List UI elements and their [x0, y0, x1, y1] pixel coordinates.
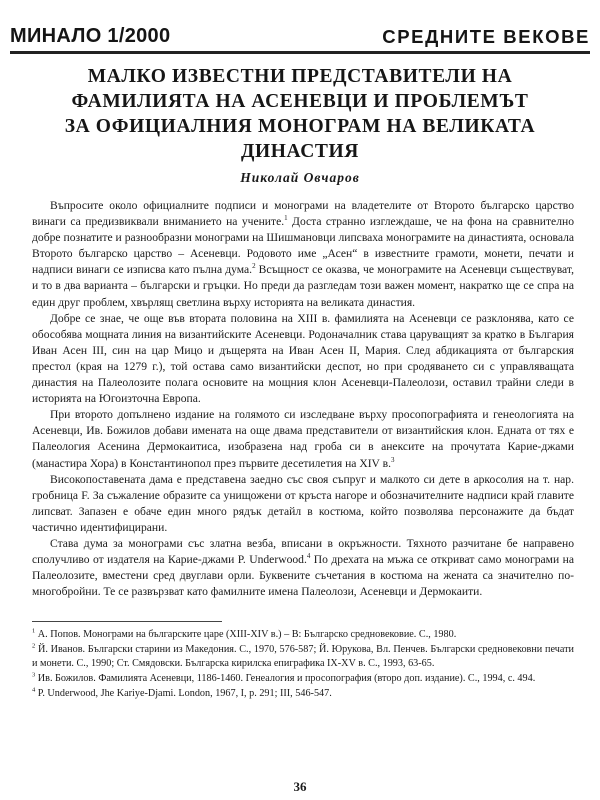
- title-line: МАЛКО ИЗВЕСТНИ ПРЕДСТАВИТЕЛИ НА: [87, 66, 513, 87]
- title-line: ФАМИЛИЯТА НА АСЕНЕВЦИ И ПРОБЛЕМЪТ: [71, 91, 529, 112]
- running-header: [10, 26, 590, 48]
- footnote-ref: 4: [306, 552, 311, 561]
- footnotes: [32, 628, 574, 702]
- footnote-number: 3: [32, 671, 36, 679]
- footnote-text: А. Попов. Монограми на българските царе (XIII-XIV в.) – В: Българско средновековие. С., 1980.: [35, 629, 457, 640]
- paragraph-text: Става дума за монограми със златна везба, вписани в окръжности. Тяхното разчитане бе направено сполучливо от издателя на Карие-джами P. Underwood.: [32, 536, 574, 567]
- footnote-text: P. Underwood, Jhe Kariye-Djami. London, 1967, I, p. 291; III, 546-547.: [35, 687, 332, 699]
- footnote-number: 4: [32, 686, 36, 694]
- footnote-number: 2: [32, 642, 36, 650]
- header-rule: [10, 51, 590, 54]
- title-line: ЗА ОФИЦИАЛНИЯ МОНОГРАМ НА ВЕЛИКАТА: [64, 116, 536, 137]
- paragraph-text: Добре се знае, че още във втората половина на XIII в. фамилията на Асеневци се разклонява, като се обособява мощната линия на византийските Асеневци. Родоначалник става царуващият за кратко в България Иван Асен III, син на цар Мицо и дъщерята на Иван Асен II, Мария. След абдикацията от българския престол (края на 1279 г.), той остава само византийски деспот, но при сродяването си с управляващата династия на Палеолозите полага основите на мощния клон Асеневци-Палеолози, оставил трайни следи в историята на Югоизточна Европа.: [32, 311, 574, 406]
- footnote-ref: 3: [391, 455, 395, 464]
- footnote: [32, 628, 574, 642]
- footnote-text: Й. Иванов. Български старини из Македония. С., 1970, 576-587; Й. Юрукова, Вл. Пенчев. Български средновековни печати и монети. С., 1990; Ст. Смядовски. Българска кирилска епиграфика IX-XV в. С., 1993, 63-65.: [32, 643, 574, 669]
- paragraph-text: По дрехата на мъжа се откриват само монограми на Палеолозите, вместени сред двуглави орли. Буквените съчетания в костюма на жената са значително по-многобройни. Те се развързват като фамилните имена Палеолози, Асеневци и Дермокаити.: [32, 553, 574, 599]
- article-body: [32, 198, 574, 600]
- article-title: [30, 64, 570, 164]
- body-paragraph: [32, 198, 574, 311]
- title-line: ДИНАСТИЯ: [240, 141, 359, 162]
- page-number: 36: [293, 779, 307, 794]
- footnote-ref: 2: [252, 262, 256, 271]
- paragraph-text: Всъщност се оказва, че монограмите на Асеневци съществуват, и то в два варианта – български и гръцки. Но преди да разгледам този важен момент, накратко ще се спра на един друг проблем, хвърлящ светлина върху историята на великата династия.: [32, 263, 574, 309]
- paragraph-text: Доста странно изглеждаше, че на фона на сравнително добре познатите и разнообразни монограми на Шишмановци липсваха монограмите на династията, основала Второто българско царство – Асеневци. Родовото име „Асен“ в известните грамоти, монети, печати и надписи винаги се изписва като пълна дума.: [32, 215, 574, 277]
- footnote-ref: 1: [284, 214, 288, 223]
- footnote-text: Ив. Божилов. Фамилията Асеневци, 1186-1460. Генеалогия и просопография (второ доп. издание). С., 1994, с. 494.: [35, 672, 536, 684]
- paragraph-text: Въпросите около официалните подписи и монограми на владетелите от Второто българско царство винаги са предизвиквали вниманието на учените.: [32, 199, 574, 229]
- footnote-number: 1: [32, 627, 36, 635]
- body-paragraph: [32, 536, 574, 600]
- footnote: [32, 687, 574, 701]
- paragraph-text: При второто допълнено издание на голямото си изследване върху просопографията и генеологията на Асеневци, Ив. Божилов добави имената на още двама представители от византийския клон. Едната от тях е Палеология Асенина Дермокаитиса, изобразена над гроба си в анексите на прочутата Карие-джами (манастира Хора) в Константинопол през първите десетилетия на XIV в.: [32, 408, 574, 470]
- body-paragraph: [32, 407, 574, 471]
- section-name: СРЕДНИТЕ ВЕКОВЕ: [382, 26, 590, 47]
- body-paragraph: [32, 311, 574, 408]
- article-author: Николай Овчаров: [240, 170, 360, 185]
- body-paragraph: [32, 472, 574, 536]
- journal-issue: МИНАЛО 1/2000: [10, 25, 171, 47]
- footnote: [32, 672, 574, 686]
- paragraph-text: Високопоставената дама е представена заедно със своя съпруг и малкото си дете в аркосолия на т. нар. гробница F. За съжаление образите са унищожени от кръста нагоре и обозначителните надписи край главите липсват. Запазен е обаче един много рядък детайл в костюма, който позволява персонажите да бъдат частично идентифицирани.: [32, 472, 574, 534]
- footnote-rule: [32, 621, 222, 622]
- footnote: [32, 643, 574, 671]
